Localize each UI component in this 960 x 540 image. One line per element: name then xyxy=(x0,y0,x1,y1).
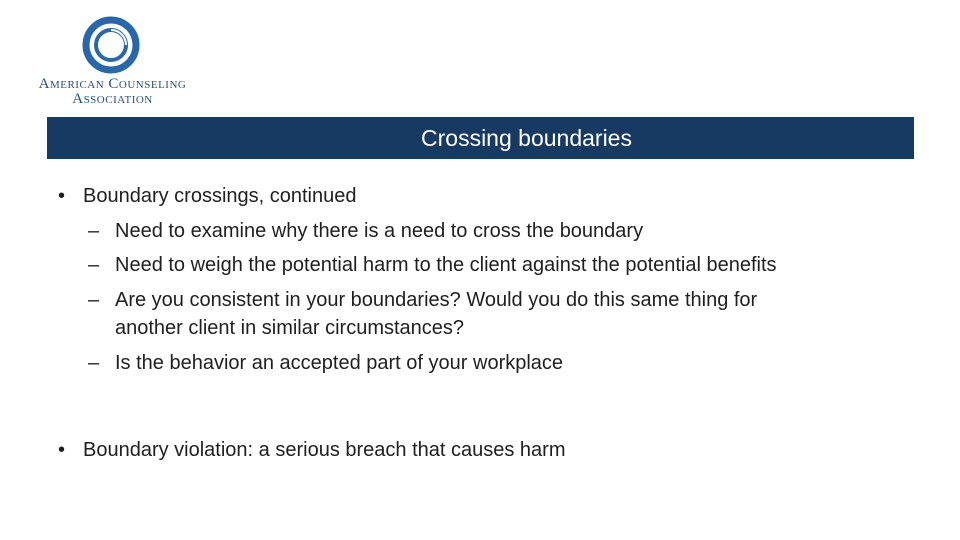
title-bar xyxy=(47,117,914,159)
sub-bullet-text: Need to weigh the potential harm to the client against the potential benefits xyxy=(115,254,777,276)
aca-logo xyxy=(30,14,195,106)
logo-org-name-line-2: Association xyxy=(72,91,153,107)
sub-bullet-marker: – xyxy=(88,352,100,374)
sub-bullet-text: Is the behavior an accepted part of your workplace xyxy=(115,352,564,374)
bullet-marker: • xyxy=(58,185,66,207)
sub-bullet-marker: – xyxy=(88,289,100,311)
sub-bullet-text: Are you consistent in your boundaries? Would you do this same thing for xyxy=(115,289,758,311)
bullet-marker: • xyxy=(58,439,66,461)
bullet-text: Boundary crossings, continued xyxy=(83,185,357,207)
sub-bullet-marker: – xyxy=(88,254,100,276)
aca-ring-icon xyxy=(80,14,142,76)
bullet-text: Boundary violation: a serious breach that causes harm xyxy=(83,439,566,461)
logo-org-name-line-1: American Counseling xyxy=(38,76,187,92)
sub-bullet-text: Need to examine why there is a need to cross the boundary xyxy=(115,220,644,242)
sub-bullet-marker: – xyxy=(88,220,100,242)
slide-title: Crossing boundaries xyxy=(421,124,632,151)
sub-bullet-text-continued: another client in similar circumstances? xyxy=(115,317,465,339)
